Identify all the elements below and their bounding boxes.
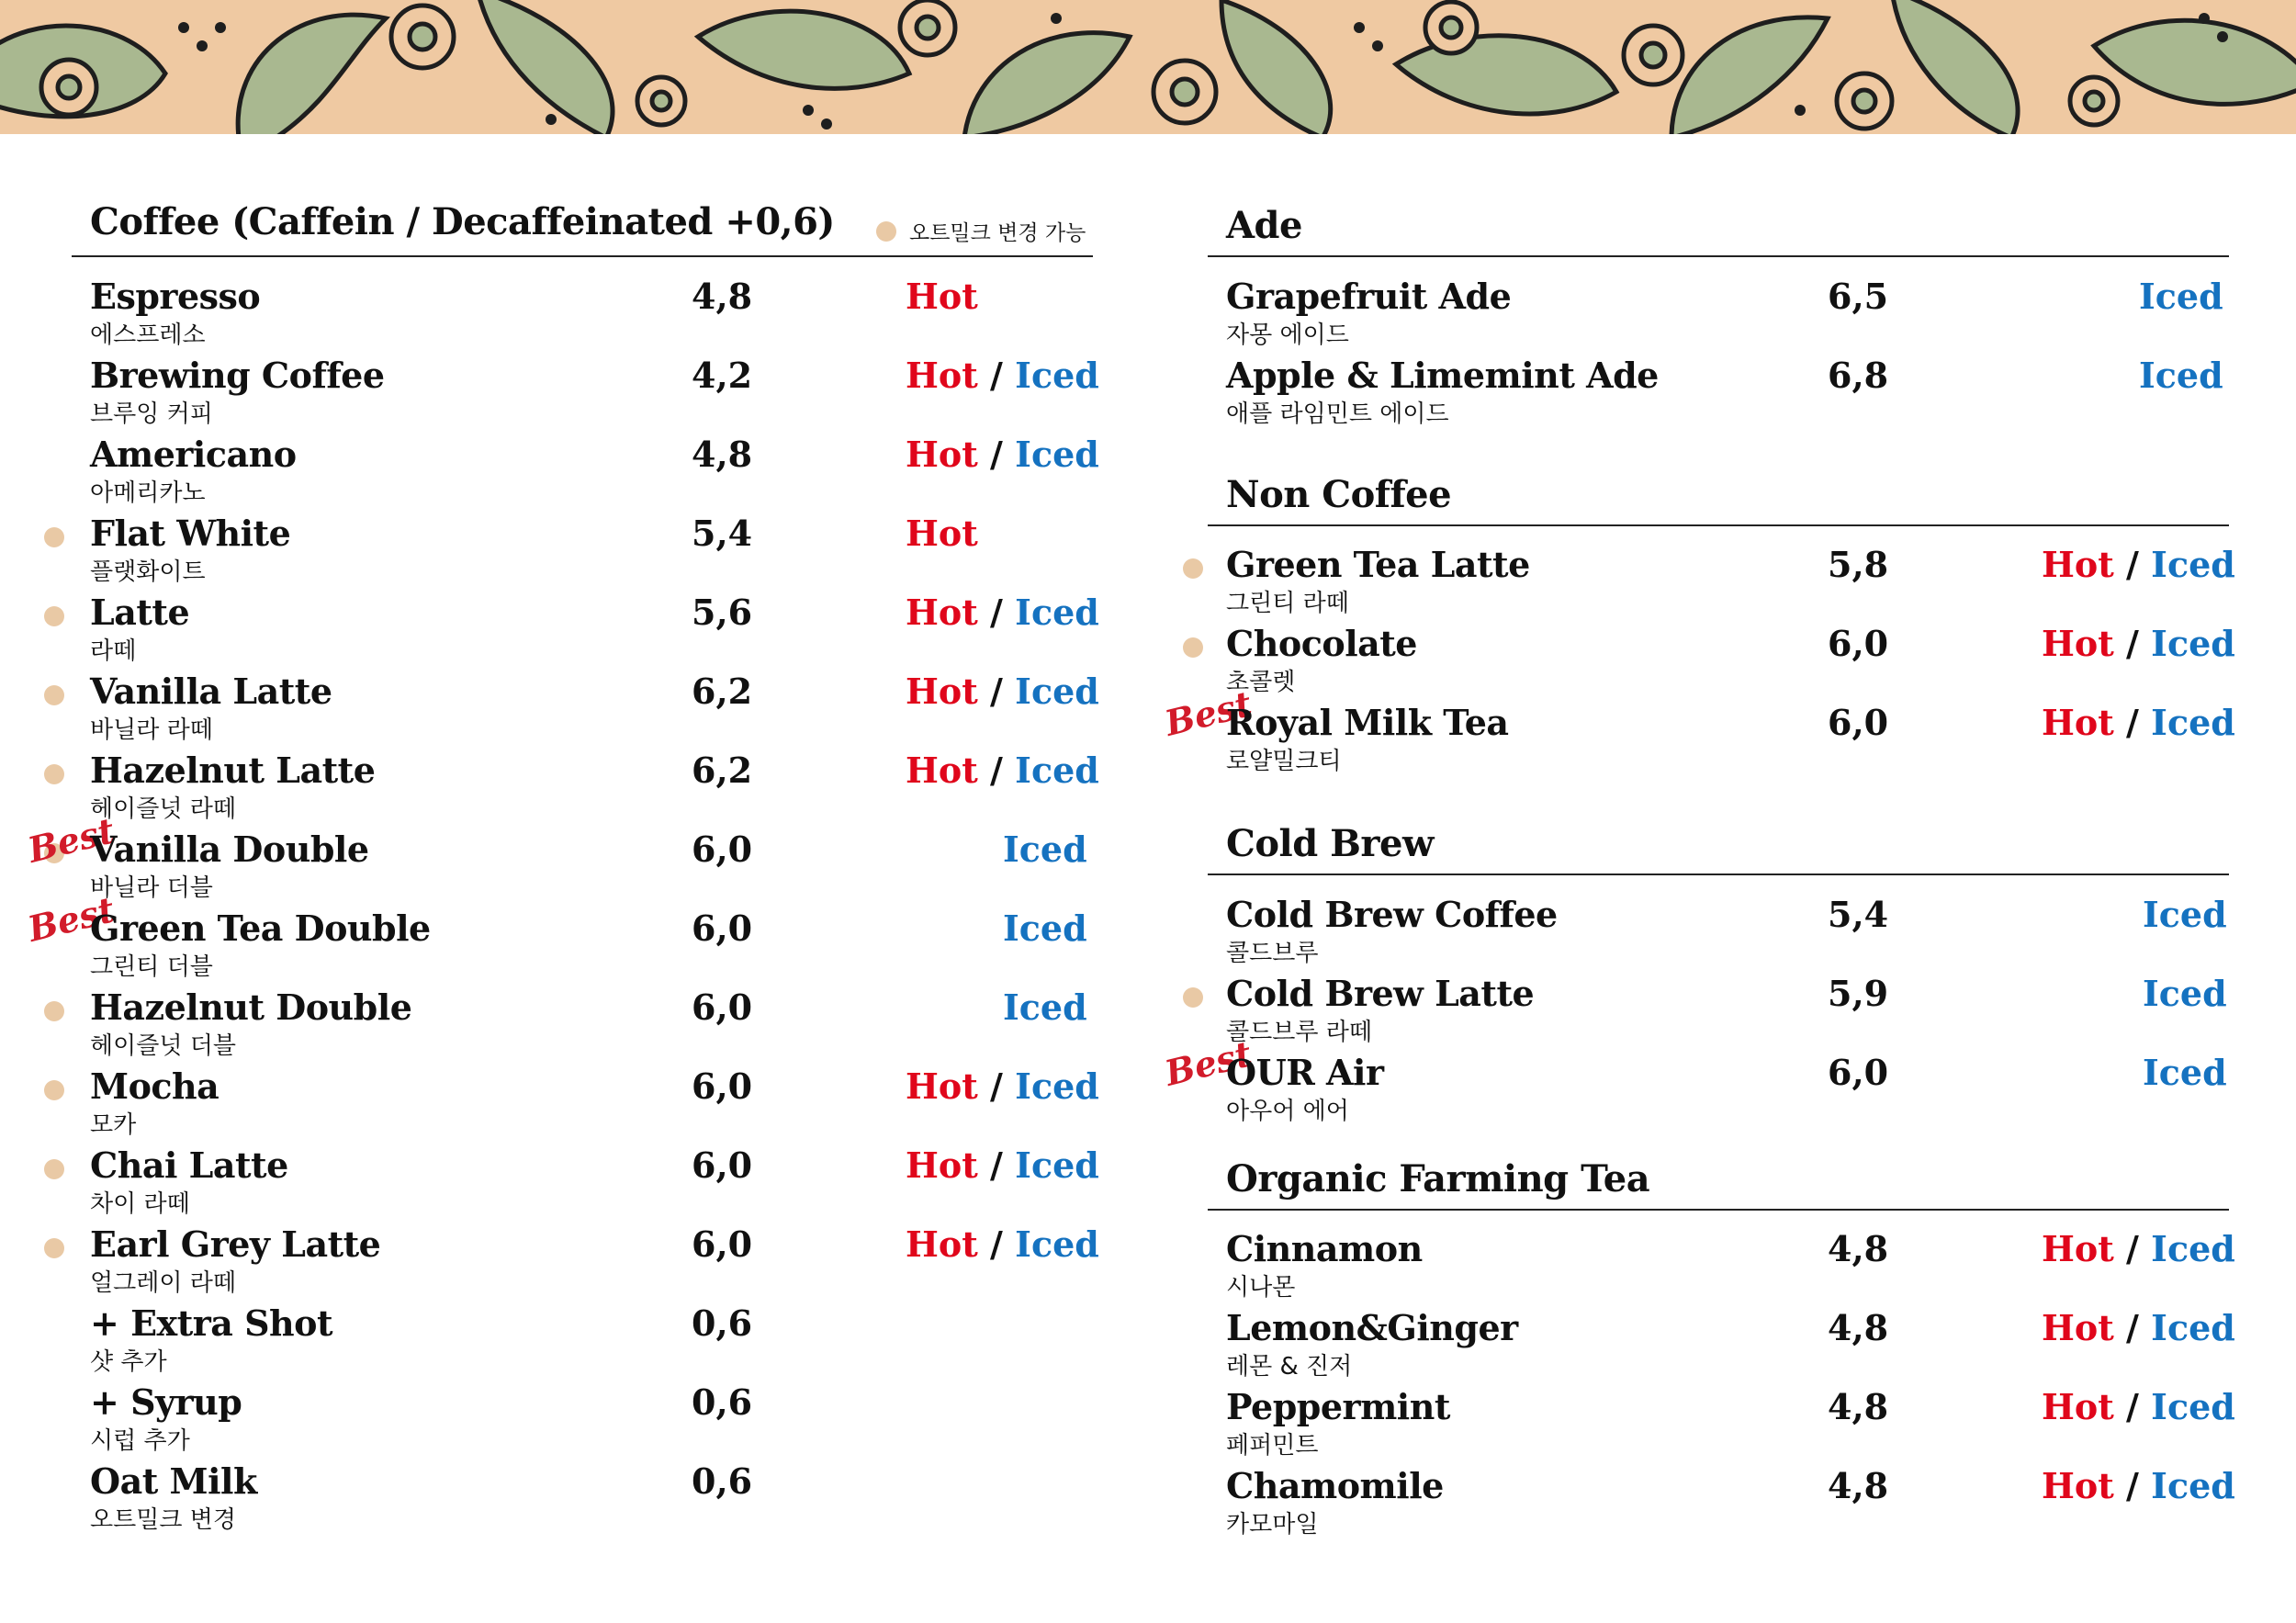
- menu-item: [1226, 702, 2236, 781]
- item-name: Hazelnut Latte: [90, 750, 376, 791]
- temperature-options: [906, 1223, 1099, 1265]
- item-name: OUR Air: [1226, 1052, 1384, 1093]
- menu-item: [1226, 1386, 2236, 1465]
- menu-item: [90, 1065, 1100, 1144]
- item-korean-name: 자몽 에이드: [1226, 321, 1349, 349]
- item-korean-name: 콜드브루 라떼: [1226, 1019, 1372, 1046]
- menu-item: [90, 513, 1100, 592]
- oat-milk-marker-icon: [44, 1001, 64, 1021]
- paisley-pattern-icon: [0, 0, 2296, 134]
- section-rule: [1208, 255, 2229, 257]
- item-korean-name: 페퍼민트: [1226, 1432, 1319, 1460]
- temperature-options: [2042, 544, 2235, 585]
- temperature-options: [906, 592, 1099, 633]
- hot-label: Hot: [906, 1144, 978, 1186]
- item-korean-name: 애플 라임민트 에이드: [1226, 400, 1449, 428]
- temperature-options: [2042, 1307, 2235, 1348]
- item-price: 6,0: [692, 1065, 753, 1107]
- item-price: 6,0: [692, 828, 753, 870]
- iced-label: Iced: [1003, 986, 1087, 1028]
- item-korean-name: 모카: [90, 1111, 137, 1139]
- item-korean-name: 바닐라 라떼: [90, 716, 213, 744]
- slash-separator: /: [990, 434, 1003, 475]
- hot-label: Hot: [2042, 702, 2114, 743]
- menu-item: [90, 986, 1100, 1065]
- slash-separator: /: [2126, 544, 2139, 585]
- item-price: 4,2: [692, 355, 753, 396]
- oat-milk-marker-icon: [44, 685, 64, 705]
- hot-label: Hot: [2042, 1465, 2114, 1506]
- section-title-tea: Organic Farming Tea: [1226, 1157, 1650, 1200]
- menu-item: [90, 1460, 1100, 1539]
- slash-separator: /: [990, 1223, 1003, 1265]
- menu-item: [1226, 623, 2236, 702]
- item-korean-name: 로얄밀크티: [1226, 748, 1342, 775]
- menu-item: [1226, 973, 2236, 1052]
- item-price: 6,2: [692, 750, 753, 791]
- temperature-options: [906, 276, 978, 317]
- hot-label: Hot: [906, 434, 978, 475]
- temperature-options: [906, 434, 1099, 475]
- iced-label: Iced: [2151, 1307, 2235, 1348]
- item-name: Mocha: [90, 1065, 219, 1107]
- hot-label: Hot: [906, 1065, 978, 1107]
- item-price: 6,8: [1828, 355, 1889, 396]
- slash-separator: /: [990, 1065, 1003, 1107]
- hot-label: Hot: [2042, 623, 2114, 664]
- iced-label: Iced: [1015, 671, 1099, 712]
- item-price: 4,8: [1828, 1228, 1889, 1269]
- item-name: + Syrup: [90, 1381, 242, 1423]
- item-korean-name: 브루잉 커피: [90, 400, 213, 428]
- item-price: 0,6: [692, 1460, 753, 1502]
- item-name: Green Tea Latte: [1226, 544, 1530, 585]
- menu-item: [90, 434, 1100, 513]
- temperature-options: [906, 513, 978, 554]
- slash-separator: /: [2126, 1386, 2139, 1427]
- iced-label: Iced: [1003, 828, 1087, 870]
- best-badge: Best: [23, 888, 119, 950]
- menu-item: [90, 1381, 1100, 1460]
- item-korean-name: 헤이즐넛 라떼: [90, 795, 236, 823]
- temperature-options: [906, 1065, 1099, 1107]
- slash-separator: /: [2126, 702, 2139, 743]
- item-name: Peppermint: [1226, 1386, 1450, 1427]
- item-price: 5,4: [692, 513, 753, 554]
- slash-separator: /: [2126, 1228, 2139, 1269]
- menu-item: [90, 1302, 1100, 1381]
- item-name: Americano: [90, 434, 297, 475]
- temperature-options: [2042, 1228, 2235, 1269]
- hot-label: Hot: [906, 1223, 978, 1265]
- item-korean-name: 시럽 추가: [90, 1427, 190, 1455]
- iced-label: Iced: [2151, 544, 2235, 585]
- item-korean-name: 그린티 더블: [90, 953, 213, 981]
- iced-label: Iced: [2139, 355, 2223, 396]
- iced-label: Iced: [2151, 1386, 2235, 1427]
- hot-label: Hot: [906, 592, 978, 633]
- hot-label: Hot: [906, 276, 978, 317]
- slash-separator: /: [990, 750, 1003, 791]
- oat-milk-marker-icon: [44, 1159, 64, 1179]
- iced-label: Iced: [1015, 1065, 1099, 1107]
- temperature-options: [906, 750, 1099, 791]
- item-korean-name: 콜드브루: [1226, 940, 1319, 967]
- oat-milk-marker-icon: [44, 527, 64, 547]
- item-name: + Extra Shot: [90, 1302, 333, 1344]
- iced-label: Iced: [2143, 894, 2227, 935]
- oat-milk-marker-icon: [1183, 558, 1203, 579]
- item-korean-name: 얼그레이 라떼: [90, 1269, 236, 1297]
- menu-item: [90, 592, 1100, 671]
- menu-item: [90, 907, 1100, 986]
- item-price: 4,8: [1828, 1465, 1889, 1506]
- section-title-cold-brew: Cold Brew: [1226, 822, 1434, 865]
- item-price: 6,0: [1828, 1052, 1889, 1093]
- menu-item: [1226, 355, 2236, 434]
- item-name: Chocolate: [1226, 623, 1417, 664]
- slash-separator: /: [2126, 1465, 2139, 1506]
- section-rule: [1208, 524, 2229, 526]
- item-name: Flat White: [90, 513, 291, 554]
- marker-dot-icon: [876, 221, 896, 242]
- item-price: 5,6: [692, 592, 753, 633]
- section-rule: [72, 255, 1093, 257]
- temperature-options: [1003, 907, 1087, 949]
- menu-item: [90, 1144, 1100, 1223]
- slash-separator: /: [2126, 1307, 2139, 1348]
- item-price: 4,8: [1828, 1307, 1889, 1348]
- menu-item: [1226, 1307, 2236, 1386]
- temperature-options: [2139, 355, 2223, 396]
- slash-separator: /: [990, 1144, 1003, 1186]
- iced-label: Iced: [2143, 973, 2227, 1014]
- oat-milk-marker-icon: [1183, 637, 1203, 658]
- section-title-coffee: Coffee (Caffein / Decaffeinated +0,6): [90, 200, 835, 243]
- item-name: Cold Brew Coffee: [1226, 894, 1558, 935]
- item-price: 6,0: [692, 986, 753, 1028]
- hot-label: Hot: [2042, 1386, 2114, 1427]
- iced-label: Iced: [1015, 1144, 1099, 1186]
- temperature-options: [2042, 702, 2235, 743]
- menu-item: [1226, 1465, 2236, 1544]
- hot-label: Hot: [906, 671, 978, 712]
- legend-text: 오트밀크 변경 가능: [909, 221, 1086, 245]
- item-korean-name: 플랫화이트: [90, 558, 206, 586]
- item-price: 4,8: [692, 434, 753, 475]
- iced-label: Iced: [2151, 1465, 2235, 1506]
- item-name: Brewing Coffee: [90, 355, 385, 396]
- menu-item: [1226, 1228, 2236, 1307]
- menu-item: [90, 276, 1100, 355]
- iced-label: Iced: [2151, 1228, 2235, 1269]
- temperature-options: [2042, 623, 2235, 664]
- slash-separator: /: [990, 355, 1003, 396]
- best-badge: Best: [23, 809, 119, 871]
- item-name: Espresso: [90, 276, 261, 317]
- item-price: 5,9: [1828, 973, 1889, 1014]
- menu-item: [1226, 894, 2236, 973]
- menu-item: [1226, 544, 2236, 623]
- oat-milk-marker-icon: [1183, 987, 1203, 1008]
- item-name: Green Tea Double: [90, 907, 431, 949]
- oat-milk-marker-icon: [44, 1238, 64, 1258]
- slash-separator: /: [2126, 623, 2139, 664]
- item-korean-name: 시나몬: [1226, 1274, 1296, 1302]
- temperature-options: [2143, 1052, 2227, 1093]
- item-price: 6,0: [692, 1223, 753, 1265]
- temperature-options: [2139, 276, 2223, 317]
- iced-label: Iced: [1015, 1223, 1099, 1265]
- oat-milk-marker-icon: [44, 1080, 64, 1100]
- menu-item: [90, 671, 1100, 750]
- menu-item: [90, 828, 1100, 907]
- iced-label: Iced: [2151, 702, 2235, 743]
- item-price: 6,0: [1828, 702, 1889, 743]
- item-name: Hazelnut Double: [90, 986, 412, 1028]
- oat-milk-marker-icon: [44, 764, 64, 784]
- item-korean-name: 바닐라 더블: [90, 874, 213, 902]
- item-price: 6,0: [692, 1144, 753, 1186]
- hot-label: Hot: [2042, 1307, 2114, 1348]
- section-rule: [1208, 1209, 2229, 1211]
- item-korean-name: 레몬 & 진저: [1226, 1353, 1353, 1381]
- best-badge: Best: [1160, 1032, 1256, 1094]
- item-name: Latte: [90, 592, 190, 633]
- item-name: Vanilla Latte: [90, 671, 332, 712]
- item-price: 0,6: [692, 1381, 753, 1423]
- item-price: 4,8: [1828, 1386, 1889, 1427]
- item-name: Cold Brew Latte: [1226, 973, 1535, 1014]
- item-price: 5,4: [1828, 894, 1889, 935]
- item-korean-name: 에스프레소: [90, 321, 206, 349]
- paisley-banner: [0, 0, 2296, 134]
- item-name: Vanilla Double: [90, 828, 369, 870]
- item-name: Chai Latte: [90, 1144, 288, 1186]
- iced-label: Iced: [2139, 276, 2223, 317]
- hot-label: Hot: [906, 355, 978, 396]
- menu-item: [90, 355, 1100, 434]
- hot-label: Hot: [2042, 1228, 2114, 1269]
- item-price: 6,0: [1828, 623, 1889, 664]
- item-korean-name: 오트밀크 변경: [90, 1506, 236, 1534]
- temperature-options: [906, 355, 1099, 396]
- item-name: Chamomile: [1226, 1465, 1444, 1506]
- section-rule: [1208, 873, 2229, 875]
- item-korean-name: 카모마일: [1226, 1511, 1319, 1538]
- best-badge: Best: [1160, 682, 1256, 744]
- temperature-options: [2042, 1386, 2235, 1427]
- item-name: Oat Milk: [90, 1460, 257, 1502]
- item-price: 5,8: [1828, 544, 1889, 585]
- item-price: 4,8: [692, 276, 753, 317]
- menu-item: [1226, 276, 2236, 355]
- oat-milk-legend: [876, 216, 1086, 246]
- item-name: Cinnamon: [1226, 1228, 1423, 1269]
- item-name: Grapefruit Ade: [1226, 276, 1512, 317]
- item-korean-name: 차이 라떼: [90, 1190, 190, 1218]
- temperature-options: [1003, 828, 1087, 870]
- iced-label: Iced: [1015, 434, 1099, 475]
- menu-item: [90, 750, 1100, 828]
- item-price: 6,5: [1828, 276, 1889, 317]
- temperature-options: [2143, 973, 2227, 1014]
- item-price: 6,2: [692, 671, 753, 712]
- item-korean-name: 샷 추가: [90, 1348, 167, 1376]
- section-title-ade: Ade: [1226, 204, 1302, 247]
- iced-label: Iced: [1015, 592, 1099, 633]
- item-name: Lemon&Ginger: [1226, 1307, 1518, 1348]
- iced-label: Iced: [1003, 907, 1087, 949]
- hot-label: Hot: [906, 513, 978, 554]
- oat-milk-marker-icon: [44, 606, 64, 626]
- iced-label: Iced: [1015, 355, 1099, 396]
- slash-separator: /: [990, 592, 1003, 633]
- iced-label: Iced: [1015, 750, 1099, 791]
- item-korean-name: 헤이즐넛 더블: [90, 1032, 236, 1060]
- slash-separator: /: [990, 671, 1003, 712]
- section-title-non-coffee: Non Coffee: [1226, 473, 1452, 516]
- item-name: Earl Grey Latte: [90, 1223, 381, 1265]
- item-korean-name: 그린티 라떼: [1226, 590, 1349, 617]
- item-name: Apple & Limemint Ade: [1226, 355, 1659, 396]
- temperature-options: [906, 1144, 1099, 1186]
- item-korean-name: 초콜렛: [1226, 669, 1296, 696]
- item-price: 6,0: [692, 907, 753, 949]
- iced-label: Iced: [2143, 1052, 2227, 1093]
- item-korean-name: 아메리카노: [90, 479, 206, 507]
- hot-label: Hot: [2042, 544, 2114, 585]
- temperature-options: [2143, 894, 2227, 935]
- temperature-options: [2042, 1465, 2235, 1506]
- hot-label: Hot: [906, 750, 978, 791]
- item-name: Royal Milk Tea: [1226, 702, 1509, 743]
- menu-item: [1226, 1052, 2236, 1131]
- iced-label: Iced: [2151, 623, 2235, 664]
- item-korean-name: 아우어 에어: [1226, 1098, 1349, 1125]
- temperature-options: [906, 671, 1099, 712]
- temperature-options: [1003, 986, 1087, 1028]
- item-korean-name: 라떼: [90, 637, 137, 665]
- menu-item: [90, 1223, 1100, 1302]
- item-price: 0,6: [692, 1302, 753, 1344]
